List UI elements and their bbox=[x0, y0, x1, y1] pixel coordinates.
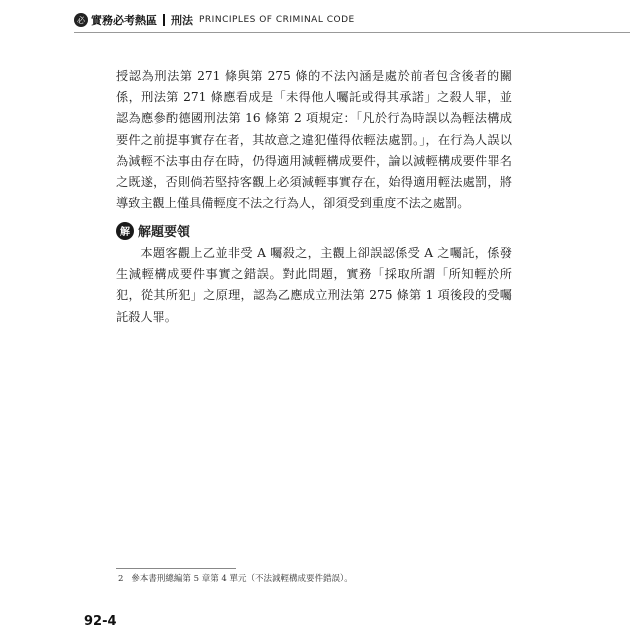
subject-english-title: PRINCIPLES OF CRIMINAL CODE bbox=[199, 15, 355, 25]
body-paragraph-2: 本題客觀上乙並非受 A 囑殺之，主觀上卻誤認係受 A 之囑託，係發生減輕構成要件事實之錯誤。對此問題，實務「採取所謂「所知輕於所犯，從其所犯」之原理，認為乙應成立刑法第 275 條第 1 項後段的受囑託殺人罪。 bbox=[116, 246, 512, 324]
book-logo-icon: 必 bbox=[74, 13, 88, 27]
header-rule bbox=[74, 32, 630, 33]
section-badge-icon: 解 bbox=[116, 222, 134, 240]
header-divider bbox=[163, 14, 165, 26]
series-title: 實務必考熱區 bbox=[91, 14, 157, 27]
subject-title: 刑法 bbox=[171, 14, 193, 27]
footnote-number: 2 bbox=[118, 574, 124, 584]
page-number: 92-4 bbox=[84, 614, 117, 629]
body-paragraph-1: 授認為刑法第 271 條與第 275 條的不法內涵是處於前者包含後者的關係，刑法第 271 條應看成是「未得他人囑託或得其承諾」之殺人罪，並認為應參酌德國刑法第 16 條第 2 項規定：「凡於行為時誤以為輕法構成要件之前提事實存在者，其故意之違犯僅得依輕法處罰。」，在行為人誤以為減輕不法事由存在時，仍得適用減輕構成要件，論以減輕構成要件罪名之既遂，否則倘若堅持客觀上必須減輕事實存在，始得適用輕法處罰，將導致主觀上僅具備輕度不法之行為人，卻須受到重度不法之處罰。 bbox=[116, 69, 512, 211]
footnote bbox=[118, 572, 353, 584]
running-header bbox=[74, 12, 355, 28]
footnote-text: 參本書刑總編第 5 章第 4 單元（不法減輕構成要件錯誤）。 bbox=[131, 574, 353, 584]
footnote-rule bbox=[116, 568, 236, 569]
section-heading bbox=[116, 221, 190, 240]
section-title: 解題要領 bbox=[138, 225, 191, 240]
